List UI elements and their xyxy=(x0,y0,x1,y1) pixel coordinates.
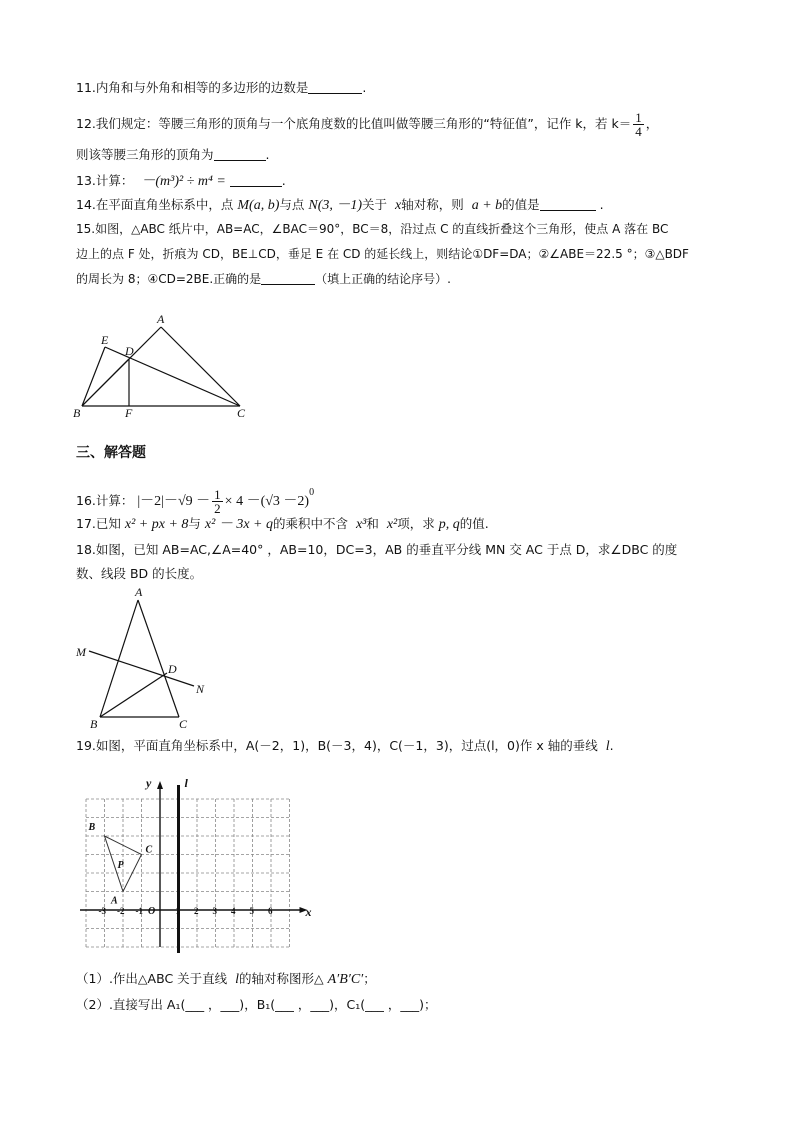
q16-exponent: 0 xyxy=(309,487,315,498)
q19-part1-l: l xyxy=(235,972,239,987)
q17-term-2: x² xyxy=(386,517,398,532)
q15-answer-blank[interactable] xyxy=(261,271,315,285)
q19-line-l: l xyxy=(605,739,610,754)
q14-answer-blank[interactable] xyxy=(540,197,596,211)
x-tick-label: 2 xyxy=(194,906,199,916)
question-17 xyxy=(76,515,489,534)
x-tick-label: 5 xyxy=(249,906,254,916)
q12-frac-den: 4 xyxy=(635,124,642,139)
q16-frac-num: 1 xyxy=(214,487,221,502)
q14-text-e: 的值是 xyxy=(502,197,540,212)
q11-text: 11.内角和与外角和相等的多边形的边数是 xyxy=(76,80,309,95)
question-15-line3 xyxy=(76,270,451,288)
q11-end: . xyxy=(362,80,367,95)
x-tick-label: 1 xyxy=(175,906,180,916)
question-14 xyxy=(76,196,604,215)
q15-label-d: D xyxy=(125,344,134,358)
section-3-title: 三、解答题 xyxy=(76,445,146,461)
q14-end: . xyxy=(599,197,604,212)
q16-text: 16.计算： xyxy=(76,493,134,508)
q19-part2: （2）.直接写出 A₁(___ ，___)，B₁(___ ，___)，C₁(___ ，___)； xyxy=(76,997,437,1012)
question-11 xyxy=(76,79,366,97)
question-12 xyxy=(76,111,658,138)
q15-line3b: （填上正确的结论序号）. xyxy=(315,272,451,286)
point-label-p: P xyxy=(117,859,124,871)
q15-segment-bd xyxy=(82,359,129,406)
x-tick-label: 3 xyxy=(212,906,217,916)
x-axis-label: x xyxy=(305,905,312,919)
q13-expression: －(m³)² ÷ m⁴ = xyxy=(141,174,226,189)
x-tick-label: -1 xyxy=(135,906,143,916)
q15-label-f: F xyxy=(125,406,133,420)
q12-line2: 则该等腰三角形的顶角为 xyxy=(76,147,214,162)
q18-label-b: B xyxy=(90,717,98,731)
q18-label-c: C xyxy=(179,717,188,731)
question-15-line2 xyxy=(76,245,689,263)
q15-label-e: E xyxy=(101,333,109,347)
q17-term-1: x³ xyxy=(355,517,367,532)
q14-text-b: 与点 xyxy=(279,197,305,212)
x-tick-label: 4 xyxy=(231,906,236,916)
q12-text-a: 12.我们规定：等腰三角形的顶角与一个底角度数的比值叫做等腰三角形的“特征值”，记作 k，若 k＝ xyxy=(76,116,632,131)
q19-text-a: 19.如图，平面直角坐标系中，A(－2，1)，B(－3，4)，C(－1，3)，过点(l，0)作 x 轴的垂线 xyxy=(76,738,598,753)
y-axis-label: y xyxy=(146,776,152,790)
q17-variables: p, q xyxy=(438,517,460,532)
question-19-part1 xyxy=(76,970,376,989)
q15-segment-ac xyxy=(161,327,240,406)
q14-text-d: 轴对称，则 xyxy=(401,197,464,212)
q18-label-n: N xyxy=(196,682,205,696)
q18-triangle-figure xyxy=(72,585,217,733)
q12-fraction xyxy=(633,111,644,138)
q13-answer-blank[interactable] xyxy=(230,173,282,187)
point-label-c: C xyxy=(145,844,153,856)
q12-text-b: ， xyxy=(645,116,659,131)
q15-label-c: C xyxy=(237,406,246,420)
q14-axis: x xyxy=(395,198,402,213)
q12-answer-blank[interactable] xyxy=(214,147,266,161)
q11-answer-blank[interactable] xyxy=(308,80,362,94)
q14-sum: a + b xyxy=(471,198,503,213)
q13-end: . xyxy=(281,173,286,188)
q14-text-c: 关于 xyxy=(362,197,388,212)
q17-text-f: 的值. xyxy=(459,516,489,531)
q19-end: . xyxy=(609,738,614,753)
q18-label-m: M xyxy=(76,645,86,659)
q15-triangle-figure xyxy=(70,310,260,425)
q14-text-a: 14.在平面直角坐标系中，点 xyxy=(76,197,234,212)
q16-fraction xyxy=(212,488,223,515)
q15-segment-be xyxy=(82,347,105,406)
origin-label: O xyxy=(148,906,156,917)
q15-label-b: B xyxy=(73,406,81,420)
q14-point-n: N(3, －1) xyxy=(308,198,363,213)
y-axis-arrow xyxy=(157,781,163,789)
q17-text-c: 的乘积中不含 xyxy=(272,516,348,531)
q17-text-b: 与 xyxy=(188,516,201,531)
q18-line-mn xyxy=(89,651,194,686)
q16-expression-b: × 4 －(√3 －2) xyxy=(224,494,310,509)
q12-frac-num: 1 xyxy=(635,110,642,125)
q18-segment-bd xyxy=(100,673,167,717)
question-19 xyxy=(76,737,614,756)
line-l-label: l xyxy=(184,776,188,790)
question-18-line2 xyxy=(76,565,202,583)
q19-part1-triangle: A′B′C′ xyxy=(327,972,364,987)
x-tick-label: 6 xyxy=(268,906,273,916)
q18-line1: 18.如图，已知 AB=AC,∠A=40° ，AB=10，DC=3，AB 的垂直平分线 MN 交 AC 于点 D，求∠DBC 的度 xyxy=(76,542,678,557)
q16-expression-a: |－2|－√9 － xyxy=(137,494,211,509)
question-12-line2 xyxy=(76,146,270,164)
question-13 xyxy=(76,172,286,191)
question-18-line1 xyxy=(76,541,677,559)
q18-label-a: A xyxy=(135,585,143,599)
q17-polynomial-1: x² + px + 8 xyxy=(124,517,189,532)
q17-text-a: 17.已知 xyxy=(76,516,121,531)
q17-text-e: 项，求 xyxy=(397,516,435,531)
q18-label-d: D xyxy=(168,662,177,676)
q18-line2: 数、线段 BD 的长度。 xyxy=(76,566,203,581)
q15-line1: 15.如图，△ABC 纸片中，AB=AC，∠BAC＝90°，BC＝8，沿过点 C 的直线折叠这个三角形，使点 A 落在 BC xyxy=(76,222,669,236)
q17-text-d: 和 xyxy=(366,516,379,531)
question-19-part2 xyxy=(76,996,436,1014)
q16-frac-den: 2 xyxy=(214,501,221,516)
point-label-b: B xyxy=(88,822,96,833)
q14-point-m: M(a, b) xyxy=(237,198,280,213)
x-tick-label: -3 xyxy=(98,906,106,916)
x-tick-label: -2 xyxy=(117,906,125,916)
q17-polynomial-2: x² － 3x + q xyxy=(204,517,273,532)
q15-label-a: A xyxy=(157,312,165,326)
q19-part1-b: 的轴对称图形△ xyxy=(239,971,324,986)
q19-part1-a: （1）.作出△ABC 关于直线 xyxy=(76,971,228,986)
point-label-a: A xyxy=(111,895,118,907)
q13-text: 13.计算： xyxy=(76,173,134,188)
q18-segment-ac xyxy=(138,600,179,717)
q15-line2: 边上的点 F 处，折痕为 CD，BE⊥CD，垂足 E 在 CD 的延长线上，则结论①DF=DA；②∠ABE＝22.5 °；③△BDF xyxy=(76,247,689,261)
q19-coordinate-grid xyxy=(80,765,310,955)
q15-line3a: 的周长为 8；④CD=2BE.正确的是 xyxy=(76,272,262,286)
q18-segment-ab xyxy=(100,600,138,717)
question-16 xyxy=(76,481,314,515)
q19-part1-c: ； xyxy=(363,971,376,986)
question-15-line1 xyxy=(76,220,668,238)
q12-end: . xyxy=(265,147,270,162)
